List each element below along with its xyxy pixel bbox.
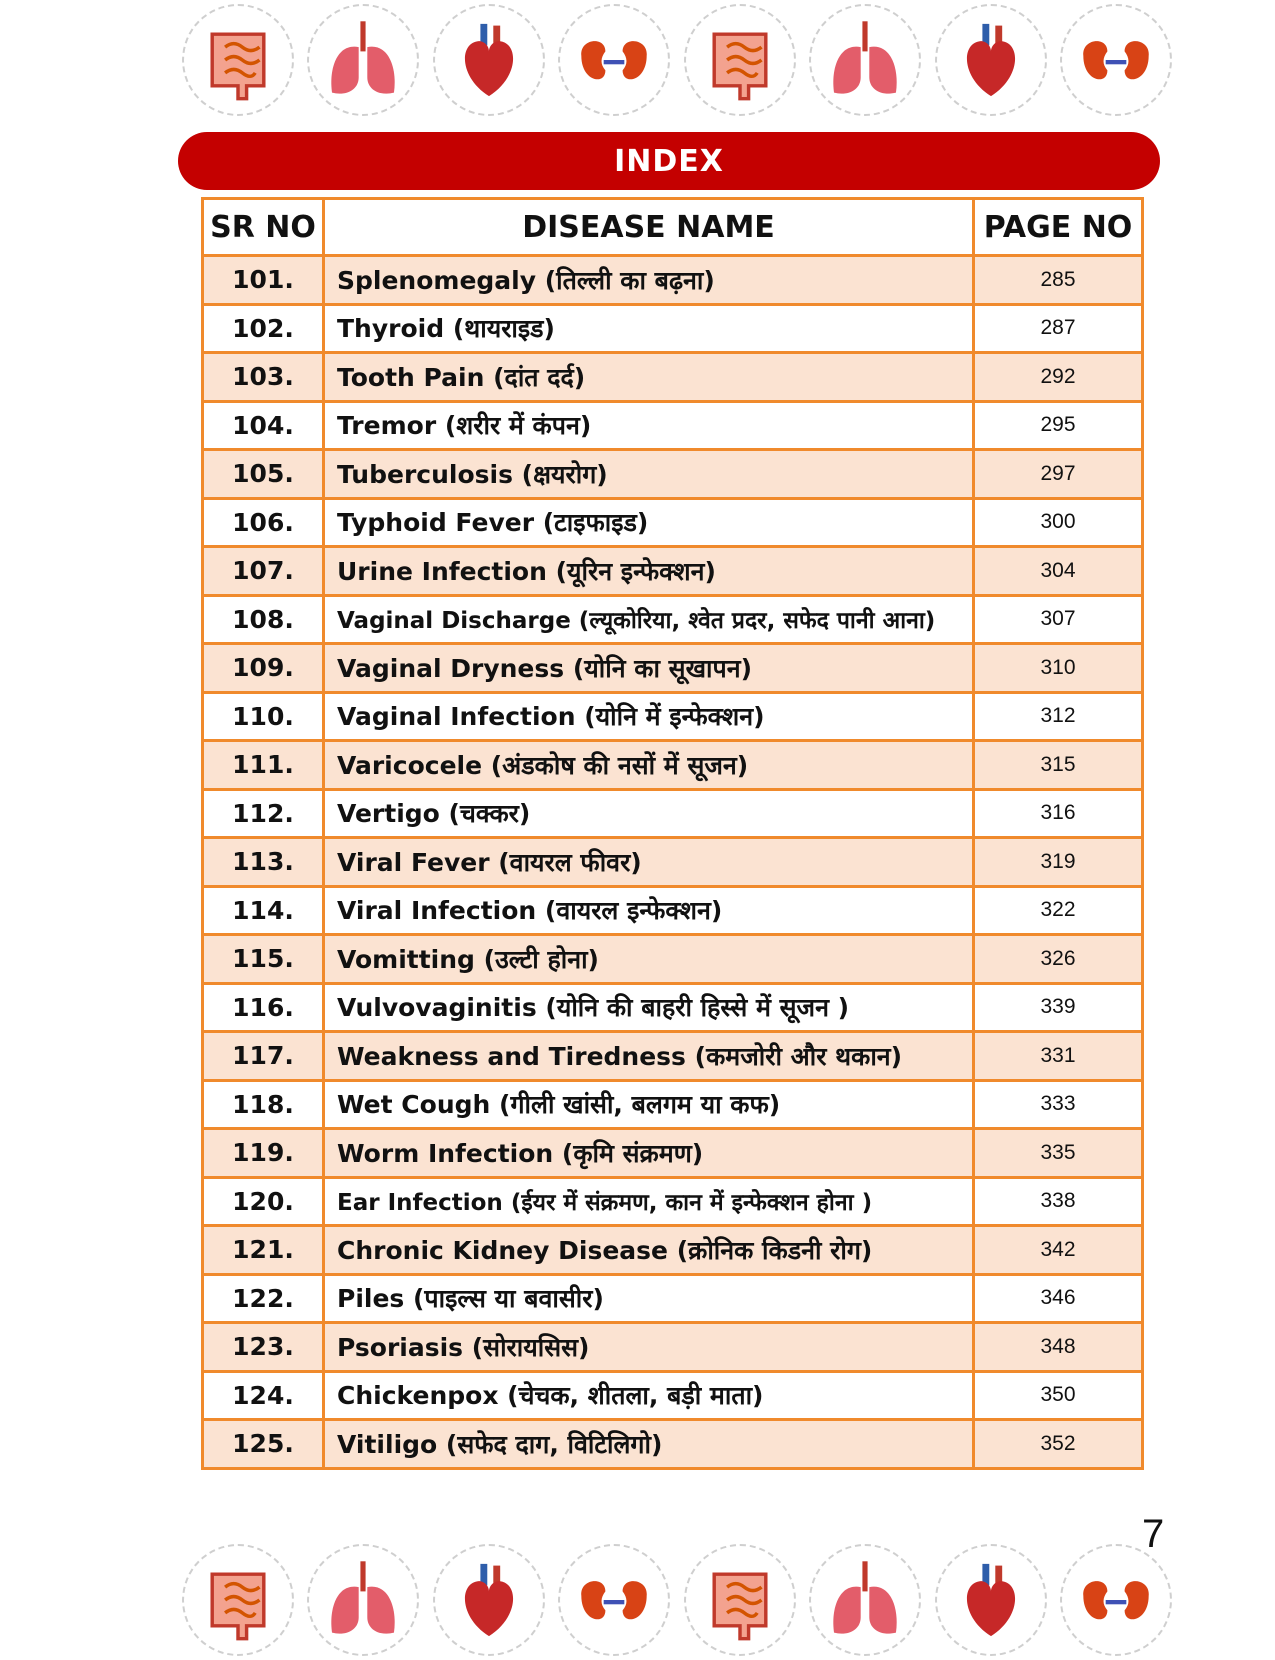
page-number: 335 bbox=[974, 1129, 1143, 1178]
lungs-icon bbox=[307, 1544, 419, 1656]
table-row bbox=[203, 886, 1143, 935]
table-row bbox=[203, 1371, 1143, 1420]
page-number: 310 bbox=[974, 644, 1143, 693]
sr-number: 122. bbox=[203, 1274, 324, 1323]
sr-number: 118. bbox=[203, 1080, 324, 1129]
organ-illustration-strip-bottom bbox=[182, 1540, 1172, 1660]
page-number: 350 bbox=[974, 1371, 1143, 1420]
disease-name: Urine Infection (यूरिन इन्फेक्शन) bbox=[324, 547, 974, 596]
table-row bbox=[203, 1080, 1143, 1129]
disease-name: Ear Infection (ईयर में संक्रमण, कान में इन्फेक्शन होना ) bbox=[324, 1177, 974, 1226]
sr-number: 125. bbox=[203, 1420, 324, 1469]
page-number: 287 bbox=[974, 304, 1143, 353]
sr-number: 114. bbox=[203, 886, 324, 935]
table-row bbox=[203, 401, 1143, 450]
page-number: 307 bbox=[974, 595, 1143, 644]
sr-number: 120. bbox=[203, 1177, 324, 1226]
table-row bbox=[203, 304, 1143, 353]
disease-name: Chickenpox (चेचक, शीतला, बड़ी माता) bbox=[324, 1371, 974, 1420]
disease-name: Tremor (शरीर में कंपन) bbox=[324, 401, 974, 450]
lungs-icon bbox=[809, 4, 921, 116]
table-row bbox=[203, 1274, 1143, 1323]
table-row bbox=[203, 983, 1143, 1032]
page-number: 338 bbox=[974, 1177, 1143, 1226]
disease-name: Wet Cough (गीली खांसी, बलगम या कफ) bbox=[324, 1080, 974, 1129]
table-row bbox=[203, 1323, 1143, 1372]
kidneys-icon bbox=[1060, 1544, 1172, 1656]
page-number: 304 bbox=[974, 547, 1143, 596]
heart-icon bbox=[433, 1544, 545, 1656]
table-row bbox=[203, 935, 1143, 984]
table-row bbox=[203, 1129, 1143, 1178]
intestine-icon bbox=[182, 1544, 294, 1656]
page-number-footer: 7 bbox=[1142, 1512, 1165, 1556]
page-number: 326 bbox=[974, 935, 1143, 984]
disease-name: Viral Fever (वायरल फीवर) bbox=[324, 838, 974, 887]
sr-number: 105. bbox=[203, 450, 324, 499]
disease-name: Vulvovaginitis (योनि की बाहरी हिस्से में सूजन ) bbox=[324, 983, 974, 1032]
kidneys-icon bbox=[558, 4, 670, 116]
disease-name: Worm Infection (कृमि संक्रमण) bbox=[324, 1129, 974, 1178]
sr-number: 124. bbox=[203, 1371, 324, 1420]
sr-number: 116. bbox=[203, 983, 324, 1032]
disease-name: Viral Infection (वायरल इन्फेक्शन) bbox=[324, 886, 974, 935]
page-number: 331 bbox=[974, 1032, 1143, 1081]
table-row bbox=[203, 741, 1143, 790]
column-header-page-no: PAGE NO bbox=[974, 199, 1143, 256]
sr-number: 110. bbox=[203, 692, 324, 741]
sr-number: 112. bbox=[203, 789, 324, 838]
page-number: 319 bbox=[974, 838, 1143, 887]
sr-number: 106. bbox=[203, 498, 324, 547]
disease-name: Vaginal Dryness (योनि का सूखापन) bbox=[324, 644, 974, 693]
disease-name: Vitiligo (सफेद दाग, विटिलिगो) bbox=[324, 1420, 974, 1469]
page-number: 352 bbox=[974, 1420, 1143, 1469]
disease-name: Thyroid (थायराइड) bbox=[324, 304, 974, 353]
disease-name: Varicocele (अंडकोष की नसों में सूजन) bbox=[324, 741, 974, 790]
disease-name: Tooth Pain (दांत दर्द) bbox=[324, 353, 974, 402]
page-number: 300 bbox=[974, 498, 1143, 547]
heart-icon bbox=[433, 4, 545, 116]
index-title: INDEX bbox=[614, 143, 724, 179]
heart-icon bbox=[935, 1544, 1047, 1656]
page-number: 339 bbox=[974, 983, 1143, 1032]
sr-number: 123. bbox=[203, 1323, 324, 1372]
column-header-disease-name: DISEASE NAME bbox=[324, 199, 974, 256]
sr-number: 103. bbox=[203, 353, 324, 402]
intestine-icon bbox=[684, 1544, 796, 1656]
sr-number: 115. bbox=[203, 935, 324, 984]
page-number: 295 bbox=[974, 401, 1143, 450]
table-row bbox=[203, 1032, 1143, 1081]
disease-name: Weakness and Tiredness (कमजोरी और थकान) bbox=[324, 1032, 974, 1081]
table-row bbox=[203, 789, 1143, 838]
page-number: 297 bbox=[974, 450, 1143, 499]
table-row bbox=[203, 1226, 1143, 1275]
kidneys-icon bbox=[1060, 4, 1172, 116]
sr-number: 102. bbox=[203, 304, 324, 353]
sr-number: 104. bbox=[203, 401, 324, 450]
organ-illustration-strip-top bbox=[182, 0, 1172, 120]
disease-name: Piles (पाइल्स या बवासीर) bbox=[324, 1274, 974, 1323]
table-header-row bbox=[203, 199, 1143, 256]
disease-name: Chronic Kidney Disease (क्रोनिक किडनी रोग) bbox=[324, 1226, 974, 1275]
table-row bbox=[203, 547, 1143, 596]
page-number: 285 bbox=[974, 256, 1143, 305]
lungs-icon bbox=[809, 1544, 921, 1656]
column-header-sr-no: SR NO bbox=[203, 199, 324, 256]
table-row bbox=[203, 1177, 1143, 1226]
sr-number: 108. bbox=[203, 595, 324, 644]
index-table bbox=[201, 197, 1144, 1470]
sr-number: 107. bbox=[203, 547, 324, 596]
page-number: 333 bbox=[974, 1080, 1143, 1129]
index-banner bbox=[178, 132, 1160, 190]
table-row bbox=[203, 838, 1143, 887]
page-number: 312 bbox=[974, 692, 1143, 741]
disease-name: Vertigo (चक्कर) bbox=[324, 789, 974, 838]
page-number: 315 bbox=[974, 741, 1143, 790]
disease-name: Typhoid Fever (टाइफाइड) bbox=[324, 498, 974, 547]
intestine-icon bbox=[182, 4, 294, 116]
page-number: 348 bbox=[974, 1323, 1143, 1372]
sr-number: 121. bbox=[203, 1226, 324, 1275]
page-number: 322 bbox=[974, 886, 1143, 935]
lungs-icon bbox=[307, 4, 419, 116]
sr-number: 117. bbox=[203, 1032, 324, 1081]
page-number: 316 bbox=[974, 789, 1143, 838]
sr-number: 113. bbox=[203, 838, 324, 887]
disease-name: Tuberculosis (क्षयरोग) bbox=[324, 450, 974, 499]
page-number: 346 bbox=[974, 1274, 1143, 1323]
table-row bbox=[203, 450, 1143, 499]
sr-number: 109. bbox=[203, 644, 324, 693]
disease-name: Splenomegaly (तिल्ली का बढ़ना) bbox=[324, 256, 974, 305]
table-row bbox=[203, 498, 1143, 547]
table-row bbox=[203, 595, 1143, 644]
sr-number: 119. bbox=[203, 1129, 324, 1178]
page-number: 342 bbox=[974, 1226, 1143, 1275]
table-row bbox=[203, 644, 1143, 693]
sr-number: 111. bbox=[203, 741, 324, 790]
table-row bbox=[203, 256, 1143, 305]
heart-icon bbox=[935, 4, 1047, 116]
disease-name: Vaginal Discharge (ल्यूकोरिया, श्वेत प्रदर, सफेद पानी आना) bbox=[324, 595, 974, 644]
table-row bbox=[203, 1420, 1143, 1469]
disease-name: Vomitting (उल्टी होना) bbox=[324, 935, 974, 984]
disease-name: Psoriasis (सोरायसिस) bbox=[324, 1323, 974, 1372]
intestine-icon bbox=[684, 4, 796, 116]
disease-name: Vaginal Infection (योनि में इन्फेक्शन) bbox=[324, 692, 974, 741]
page-number: 292 bbox=[974, 353, 1143, 402]
table-row bbox=[203, 692, 1143, 741]
sr-number: 101. bbox=[203, 256, 324, 305]
kidneys-icon bbox=[558, 1544, 670, 1656]
table-row bbox=[203, 353, 1143, 402]
